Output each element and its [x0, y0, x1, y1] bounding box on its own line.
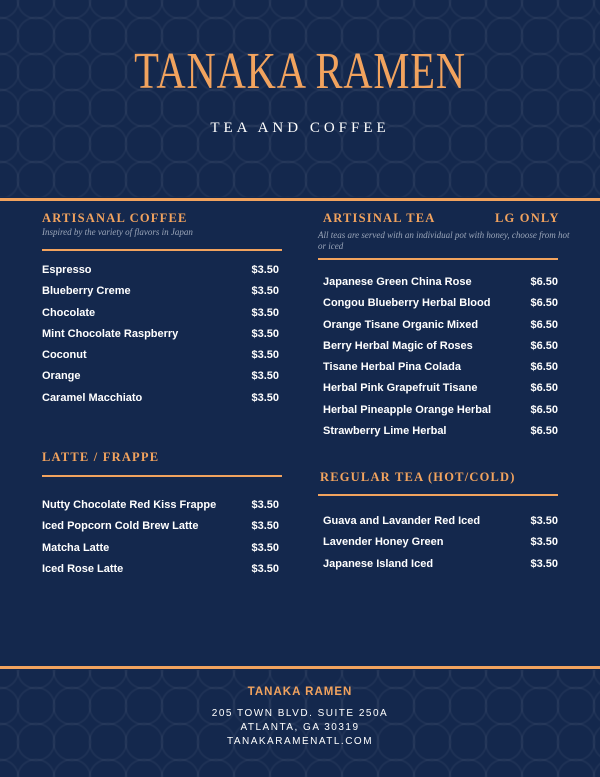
item-price: $3.50 [251, 541, 279, 554]
section-note-artisanal-coffee: Inspired by the variety of flavors in Japan [42, 227, 193, 237]
item-name: Chocolate [42, 306, 96, 319]
item-name: Matcha Latte [42, 541, 110, 554]
section-title-artisanal-coffee: ARTISANAL COFFEE [42, 211, 188, 225]
artisinal-tea-list [323, 274, 558, 444]
item-price: $3.50 [251, 520, 279, 533]
menu-item [42, 262, 279, 283]
item-price: $3.50 [530, 515, 558, 527]
item-price: $6.50 [530, 276, 558, 288]
menu-item [42, 368, 279, 389]
item-name: Orange [42, 370, 81, 383]
item-name: Caramel Macchiato [42, 391, 143, 404]
restaurant-title: TANAKA RAMEN [134, 43, 466, 100]
section-rule-latte-frappe [42, 475, 282, 477]
item-name: Lavender Honey Green [323, 536, 444, 549]
footer-address-line1: 205 TOWN BLVD. SUITE 250A [211, 708, 389, 719]
menu-item [323, 338, 558, 359]
size-badge: LG ONLY [495, 211, 560, 225]
menu-item [42, 540, 279, 561]
section-title-latte-frappe: LATTE / FRAPPE [42, 450, 160, 464]
menu-item [323, 317, 558, 338]
menu-item [323, 423, 558, 444]
item-name: Nutty Chocolate Red Kiss Frappe [42, 499, 217, 511]
item-name: Iced Rose Latte [42, 562, 124, 575]
item-price: $3.50 [251, 499, 279, 511]
item-price: $6.50 [530, 403, 558, 416]
item-name: Coconut [42, 349, 87, 362]
menu-item [323, 274, 558, 295]
menu-item [42, 390, 279, 411]
item-name: Espresso [42, 264, 92, 276]
item-price: $6.50 [530, 318, 558, 331]
section-title-artisinal-tea: ARTISINAL TEA [323, 211, 436, 225]
restaurant-subtitle: TEA AND COFFEE [210, 120, 390, 136]
item-name: Herbal Pineapple Orange Herbal [323, 403, 492, 416]
item-name: Tisane Herbal Pina Colada [323, 361, 461, 374]
item-price: $3.50 [251, 306, 279, 319]
section-title-regular-tea: REGULAR TEA (HOT/COLD) [320, 470, 516, 484]
menu-item [323, 556, 558, 577]
item-name: Guava and Lavander Red Iced [323, 515, 481, 527]
menu-item [323, 402, 558, 423]
menu-item [323, 380, 558, 401]
item-name: Congou Blueberry Herbal Blood [323, 297, 491, 310]
footer-address-line2: ATLANTA, GA 30319 [240, 722, 360, 733]
item-price: $3.50 [251, 562, 279, 575]
menu-item [323, 513, 558, 534]
item-price: $3.50 [251, 391, 279, 404]
menu-item [42, 347, 279, 368]
bottom-divider [0, 666, 600, 669]
menu-item [42, 518, 279, 539]
item-price: $3.50 [251, 264, 279, 276]
menu-item [323, 295, 558, 316]
item-price: $3.50 [251, 370, 279, 383]
footer-website-link[interactable]: TANAKARAMENATL.COM [226, 736, 374, 747]
item-price: $6.50 [530, 382, 558, 395]
footer-restaurant-name: TANAKA RAMEN [247, 686, 353, 698]
item-name: Herbal Pink Grapefruit Tisane [323, 382, 478, 395]
item-price: $3.50 [530, 536, 558, 549]
item-name: Mint Chocolate Raspberry [42, 327, 179, 340]
menu-item [323, 359, 558, 380]
item-price: $3.50 [530, 557, 558, 570]
section-rule-regular-tea [318, 494, 558, 496]
item-price: $6.50 [530, 361, 558, 374]
menu-item [42, 497, 279, 518]
item-price: $3.50 [251, 285, 279, 298]
regular-tea-list [323, 513, 558, 577]
artisanal-coffee-list [42, 262, 279, 411]
top-divider [0, 198, 600, 201]
item-price: $6.50 [530, 339, 558, 352]
item-name: Iced Popcorn Cold Brew Latte [42, 520, 199, 533]
item-price: $3.50 [251, 349, 279, 362]
item-name: Orange Tisane Organic Mixed [323, 318, 479, 331]
item-name: Blueberry Creme [42, 285, 131, 298]
section-rule-artisinal-tea [318, 258, 558, 260]
section-note-artisinal-tea: All teas are served with an individual pot with honey, choose from hot or iced [318, 230, 570, 251]
item-name: Japanese Island Iced [323, 557, 434, 570]
menu-item [42, 561, 279, 582]
item-price: $6.50 [530, 297, 558, 310]
latte-frappe-list [42, 497, 279, 582]
item-price: $6.50 [530, 425, 558, 438]
item-name: Berry Herbal Magic of Roses [323, 339, 473, 352]
menu-item [42, 283, 279, 304]
item-name: Strawberry Lime Herbal [323, 425, 447, 438]
menu-item [42, 326, 279, 347]
section-rule-artisanal-coffee [42, 249, 282, 251]
menu-item [323, 534, 558, 555]
item-name: Japanese Green China Rose [323, 276, 472, 288]
menu-item [42, 305, 279, 326]
item-price: $3.50 [251, 327, 279, 340]
